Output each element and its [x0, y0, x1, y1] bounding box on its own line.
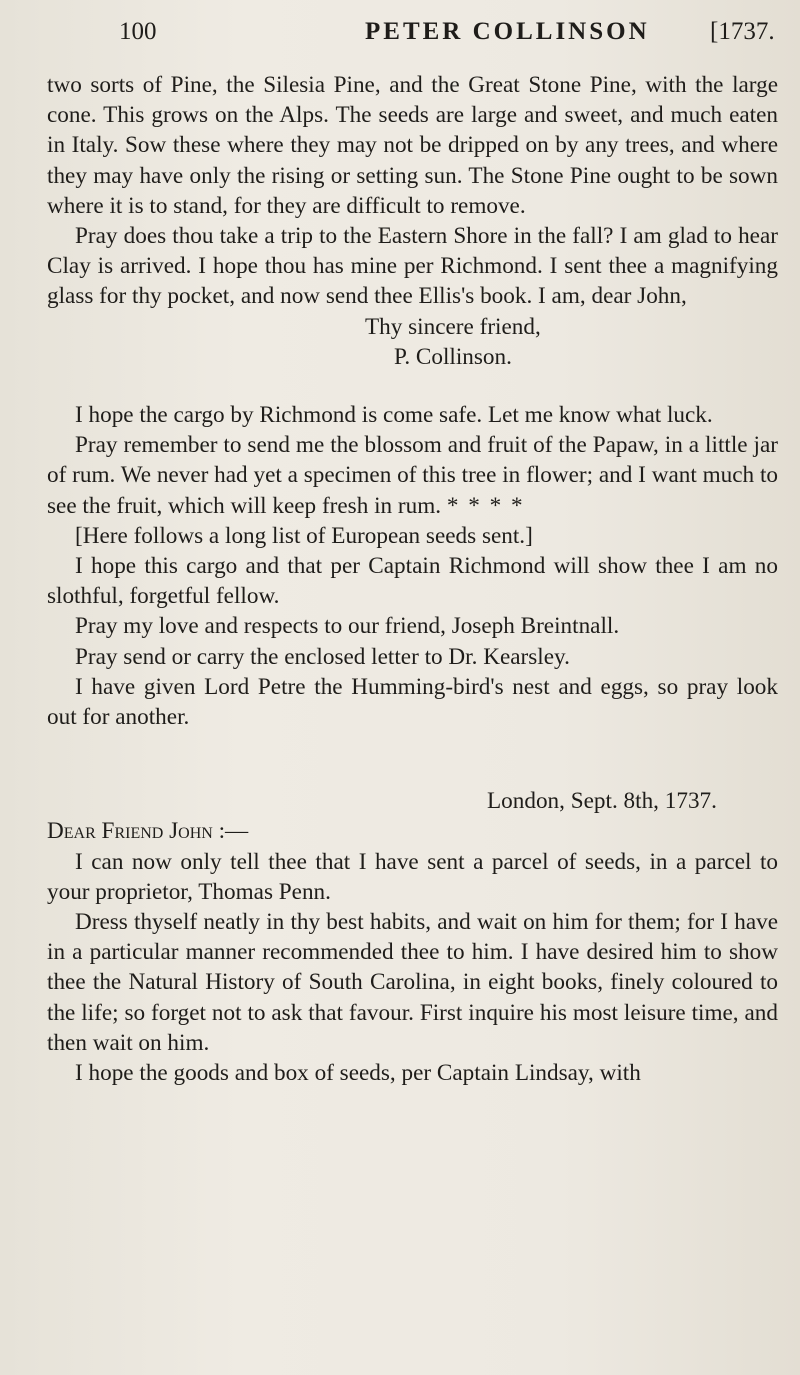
paragraph: Pray does thou take a trip to the Eastern Shore in the fall? I am glad to hear Clay is arrived. I hope thou has mine per Richmond. I sent thee a magnifying glass for thy pocket, and now send thee Ellis's book. I am, dear John,	[47, 223, 778, 310]
running-year: [1737.	[710, 18, 775, 45]
paragraph: Pray my love and respects to our friend, Joseph Breintnall.	[75, 613, 620, 640]
paragraph: two sorts of Pine, the Silesia Pine, and the Great Stone Pine, with the large cone. This grows on the Alps. The seeds are large and sweet, and much eaten in Italy. Sow these where they may not be dripped on by any trees, and where they may have only the rising or setting sun. The Stone Pine ought to be sown where it is to stand, for they are difficult to remove.	[47, 72, 778, 219]
paragraph-text: Pray remember to send me the blossom and fruit of the Papaw, in a little jar of rum. We never had yet a specimen of this tree in flower; and I want much to see the fruit, which will keep fresh in rum.	[47, 432, 778, 519]
paragraph: Pray send or carry the enclosed letter to Dr. Kearsley.	[75, 643, 570, 670]
letter-salutation: Dear Friend John :—	[47, 818, 249, 845]
page-number: 100	[119, 18, 157, 45]
paragraph: I hope this cargo and that per Captain Richmond will show thee I am no slothful, forgetful fellow.	[47, 553, 778, 610]
letter-two	[47, 847, 778, 1089]
paragraph: I hope the cargo by Richmond is come safe. Let me know what luck.	[75, 402, 713, 429]
letter-dateline: London, Sept. 8th, 1737.	[487, 788, 717, 815]
letter-one	[47, 70, 778, 312]
paragraph: Dress thyself neatly in thy best habits, and wait on him for them; for I have in a particular manner recommended thee to him. I have desired him to show thee the Natural History of South Carolina, in eight books, finely coloured to the life; so forget not to ask that favour. First inquire his most leisure time, and then wait on him.	[47, 909, 778, 1056]
paragraph	[47, 430, 778, 521]
running-head	[47, 0, 778, 70]
editorial-note: [Here follows a long list of European seeds sent.]	[75, 522, 533, 549]
postscript	[47, 400, 778, 732]
running-title: PETER COLLINSON	[365, 18, 650, 45]
letter-closing: Thy sincere friend,	[365, 313, 541, 340]
asterism: * * * *	[446, 492, 525, 519]
paragraph: I have given Lord Petre the Humming-bird's nest and eggs, so pray look out for another.	[47, 673, 778, 731]
paragraph: I can now only tell thee that I have sent a parcel of seeds, in a parcel to your proprietor, Thomas Penn.	[47, 848, 778, 905]
letter-signature: P. Collinson.	[394, 343, 512, 370]
paragraph: I hope the goods and box of seeds, per Captain Lindsay, with	[75, 1060, 641, 1087]
